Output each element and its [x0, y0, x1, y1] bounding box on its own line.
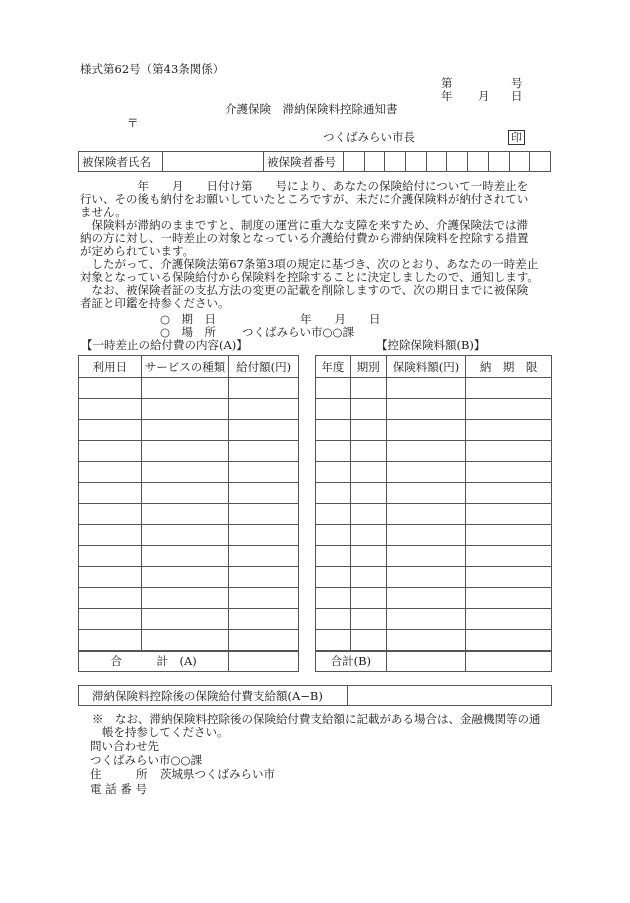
table-b-cell[interactable]	[350, 399, 386, 420]
insured-number-digit-box[interactable]	[468, 152, 489, 172]
body-line: したがって、介護保険法第67条第3項の規定に基づき、次のとおり、あなたの一時差止	[80, 257, 539, 271]
note-line-2: 帳を持参してください。	[102, 725, 229, 739]
table-b-cell[interactable]	[350, 630, 386, 651]
table-a-cell[interactable]	[141, 504, 229, 525]
table-b-cell[interactable]	[466, 609, 552, 630]
table-b-cell[interactable]	[316, 588, 351, 609]
table-b-cell[interactable]	[386, 609, 466, 630]
table-b-row	[316, 378, 552, 399]
table-a-cell[interactable]	[141, 462, 229, 483]
table-b-cell[interactable]	[386, 546, 466, 567]
contact-department: つくばみらい市○○課	[90, 753, 203, 767]
table-b-cell[interactable]	[466, 399, 552, 420]
table-a-cell[interactable]	[229, 399, 299, 420]
table-a-cell[interactable]	[141, 546, 229, 567]
table-b-cell[interactable]	[350, 567, 386, 588]
table-b-cell[interactable]	[386, 483, 466, 504]
table-b-row	[316, 441, 552, 462]
insured-number-digit-box[interactable]	[509, 152, 530, 172]
body-line: なお、被保険者証の支払方法の変更の記載を削除しますので、次の期日までに被保険	[80, 283, 529, 297]
table-a-row	[79, 630, 299, 651]
table-b-row	[316, 588, 552, 609]
body-line: 者証と印鑑を持参ください。	[80, 296, 230, 310]
address-value: 茨城県つくばみらい市	[160, 767, 275, 781]
table-b-cell[interactable]	[466, 420, 552, 441]
deducted-premium-table	[315, 355, 552, 672]
table-a-row	[79, 378, 299, 399]
table-b-cell[interactable]	[386, 378, 466, 399]
note-line-1: ※ なお、滞納保険料控除後の保険給付費支給額に記載がある場合は、金融機関等の通	[92, 712, 541, 726]
date-month: 月	[478, 89, 490, 103]
table-b-row	[316, 420, 552, 441]
table-a-cell[interactable]	[229, 420, 299, 441]
table-b-cell[interactable]	[466, 462, 552, 483]
table-a-cell[interactable]	[229, 462, 299, 483]
insured-number-digit-box[interactable]	[406, 152, 427, 172]
body-line: が定められています。	[80, 244, 195, 258]
issuer-name: つくばみらい市長	[323, 130, 415, 144]
table-a-cell[interactable]	[79, 588, 142, 609]
table-a-cell[interactable]	[79, 567, 142, 588]
address-label: 住 所	[90, 767, 148, 781]
table-a-cell[interactable]	[79, 525, 142, 546]
table-a-cell[interactable]	[141, 483, 229, 504]
table-a-total-label: 合 計 (A)	[79, 651, 229, 672]
deadline-label: ○ 期 日	[160, 312, 217, 326]
form-number: 様式第62号（第43条関係）	[80, 62, 225, 76]
table-b-cell[interactable]	[350, 504, 386, 525]
table-b-total-cell[interactable]	[386, 651, 466, 672]
table-b-cell[interactable]	[386, 630, 466, 651]
net-payment-label: 滞納保険料控除後の保険給付費支給額(A−B)	[79, 686, 348, 706]
table-b-cell[interactable]	[386, 588, 466, 609]
table-b-row	[316, 504, 552, 525]
insured-number-digit-box[interactable]	[385, 152, 406, 172]
table-a-cell[interactable]	[141, 378, 229, 399]
table-b-cell[interactable]	[386, 399, 466, 420]
seal-mark: 印	[508, 130, 525, 145]
doc-number-suffix: 号	[511, 76, 523, 90]
insured-name-field[interactable]	[163, 152, 264, 172]
table-a-cell[interactable]	[229, 525, 299, 546]
table-b-cell[interactable]	[466, 630, 552, 651]
table-a-cell[interactable]	[79, 609, 142, 630]
table-b-cell[interactable]	[466, 588, 552, 609]
table-a-cell[interactable]	[79, 546, 142, 567]
table-b-cell[interactable]	[466, 546, 552, 567]
table-b-row	[316, 525, 552, 546]
table-b-row	[316, 462, 552, 483]
table-a-cell[interactable]	[141, 567, 229, 588]
table-b-header-premium: 保険料額(円)	[386, 356, 466, 378]
table-b-caption: 【控除保険料額(B)】	[376, 338, 486, 352]
table-b-cell[interactable]	[466, 504, 552, 525]
table-a-cell[interactable]	[229, 609, 299, 630]
table-b-row	[316, 399, 552, 420]
table-a-cell[interactable]	[141, 609, 229, 630]
insured-number-digit-box[interactable]	[344, 152, 365, 172]
table-b-cell[interactable]	[350, 462, 386, 483]
table-a-cell[interactable]	[79, 483, 142, 504]
table-a-cell[interactable]	[229, 483, 299, 504]
table-b-row	[316, 483, 552, 504]
body-line: 対象となっている保険給付から保険料を控除することに決定しましたので、通知します。	[80, 270, 539, 284]
table-b-cell[interactable]	[316, 525, 351, 546]
table-a-row	[79, 483, 299, 504]
net-payment-table	[78, 685, 552, 706]
postal-mark: 〒	[127, 116, 139, 130]
table-b-cell[interactable]	[316, 546, 351, 567]
table-a-row	[79, 546, 299, 567]
net-payment-field[interactable]	[348, 686, 552, 706]
table-b-cell[interactable]	[316, 504, 351, 525]
table-b-cell[interactable]	[466, 441, 552, 462]
table-a-cell[interactable]	[79, 504, 142, 525]
table-b-cell[interactable]	[350, 483, 386, 504]
table-b-cell[interactable]	[386, 567, 466, 588]
table-b-total-cell[interactable]	[466, 651, 552, 672]
insured-name-label: 被保険者氏名	[79, 152, 163, 172]
table-a-cell[interactable]	[229, 567, 299, 588]
body-text	[80, 180, 539, 310]
table-a-cell[interactable]	[229, 588, 299, 609]
table-b-cell[interactable]	[466, 567, 552, 588]
table-b-cell[interactable]	[316, 609, 351, 630]
table-a-cell[interactable]	[141, 630, 229, 651]
table-a-total-row	[79, 651, 299, 672]
table-b-header-due-date: 納 期 限	[466, 356, 552, 378]
contact-label: 問い合わせ先	[90, 739, 159, 753]
insured-number-digit-box[interactable]	[447, 152, 468, 172]
table-b-cell[interactable]	[350, 441, 386, 462]
place-value: つくばみらい市○○課	[242, 325, 355, 339]
table-a-row	[79, 609, 299, 630]
insured-number-digit-box[interactable]	[364, 152, 385, 172]
insured-number-label: 被保険者番号	[264, 152, 344, 172]
table-a-header-amount: 給付額(円)	[229, 356, 299, 378]
table-a-cell[interactable]	[79, 399, 142, 420]
document-title: 介護保険 滞納保険料控除通知書	[225, 102, 398, 116]
table-a-cell[interactable]	[141, 420, 229, 441]
table-a-cell[interactable]	[79, 378, 142, 399]
date-year: 年	[441, 89, 453, 103]
table-a-cell[interactable]	[79, 462, 142, 483]
table-a-row	[79, 420, 299, 441]
table-a-cell[interactable]	[229, 630, 299, 651]
table-b-cell[interactable]	[350, 420, 386, 441]
body-line: 年 月 日付け第 号により、あなたの保険給付について一時差止を	[80, 179, 529, 193]
table-a-cell[interactable]	[141, 441, 229, 462]
doc-number-prefix: 第	[441, 76, 453, 90]
table-a-header-service: サービスの種類	[141, 356, 229, 378]
insured-info-table	[78, 151, 551, 172]
table-b-cell[interactable]	[350, 546, 386, 567]
table-a-cell[interactable]	[141, 399, 229, 420]
table-b-header-year: 年度	[316, 356, 351, 378]
table-a-caption: 【一時差止の給付費の内容(A)】	[81, 338, 248, 352]
table-b-cell[interactable]	[316, 483, 351, 504]
body-line: 納の方に対し、一時差止の対象となっている介護給付費から滞納保険料を控除する措置	[80, 231, 529, 245]
table-b-cell[interactable]	[386, 504, 466, 525]
body-line: ません。	[80, 205, 127, 219]
table-a-cell[interactable]	[79, 441, 142, 462]
table-b-cell[interactable]	[350, 609, 386, 630]
table-b-header-period: 期別	[350, 356, 386, 378]
body-line: 保険料が滞納のままですと、制度の運営に重大な支障を来すため、介護保険法では滞	[80, 218, 529, 232]
insured-number-digit-box[interactable]	[530, 152, 551, 172]
phone-label: 電 話 番 号	[90, 782, 147, 796]
table-a-cell[interactable]	[229, 504, 299, 525]
table-b-cell[interactable]	[350, 378, 386, 399]
table-a-row	[79, 525, 299, 546]
table-a-row	[79, 504, 299, 525]
deadline-value: 年 月 日	[300, 312, 381, 326]
table-b-total-row	[316, 651, 552, 672]
place-label: ○ 場 所	[160, 325, 217, 339]
table-b-cell[interactable]	[316, 399, 351, 420]
table-b-row	[316, 630, 552, 651]
table-b-row	[316, 546, 552, 567]
table-a-cell[interactable]	[141, 525, 229, 546]
table-b-cell[interactable]	[350, 525, 386, 546]
table-a-cell[interactable]	[229, 546, 299, 567]
table-b-cell[interactable]	[466, 525, 552, 546]
table-b-cell[interactable]	[386, 462, 466, 483]
insured-number-digit-box[interactable]	[426, 152, 447, 172]
table-b-row	[316, 567, 552, 588]
insured-number-digit-box[interactable]	[488, 152, 509, 172]
table-a-cell[interactable]	[229, 441, 299, 462]
table-b-cell[interactable]	[386, 525, 466, 546]
table-a-row	[79, 399, 299, 420]
table-a-row	[79, 441, 299, 462]
table-b-cell[interactable]	[466, 483, 552, 504]
table-a-cell[interactable]	[79, 630, 142, 651]
table-b-cell[interactable]	[316, 567, 351, 588]
body-line: 行い、その後も納付をお願いしていたところですが、未だに介護保険料が納付されてい	[80, 192, 529, 206]
table-a-cell[interactable]	[141, 588, 229, 609]
table-a-row	[79, 588, 299, 609]
table-b-cell[interactable]	[466, 378, 552, 399]
withheld-benefits-table	[78, 355, 299, 672]
table-b-cell[interactable]	[316, 420, 351, 441]
table-a-header-date: 利用日	[79, 356, 142, 378]
table-b-cell[interactable]	[316, 630, 351, 651]
table-b-total-label: 合計(B)	[316, 651, 387, 672]
table-b-cell[interactable]	[386, 441, 466, 462]
table-a-cell[interactable]	[229, 378, 299, 399]
date-day: 日	[511, 89, 523, 103]
table-a-total-cell[interactable]	[229, 651, 299, 672]
table-b-cell[interactable]	[316, 462, 351, 483]
table-b-cell[interactable]	[350, 588, 386, 609]
table-a-cell[interactable]	[79, 420, 142, 441]
table-b-cell[interactable]	[386, 420, 466, 441]
table-b-cell[interactable]	[316, 378, 351, 399]
table-a-row	[79, 462, 299, 483]
table-b-row	[316, 609, 552, 630]
table-b-cell[interactable]	[316, 441, 351, 462]
table-a-row	[79, 567, 299, 588]
